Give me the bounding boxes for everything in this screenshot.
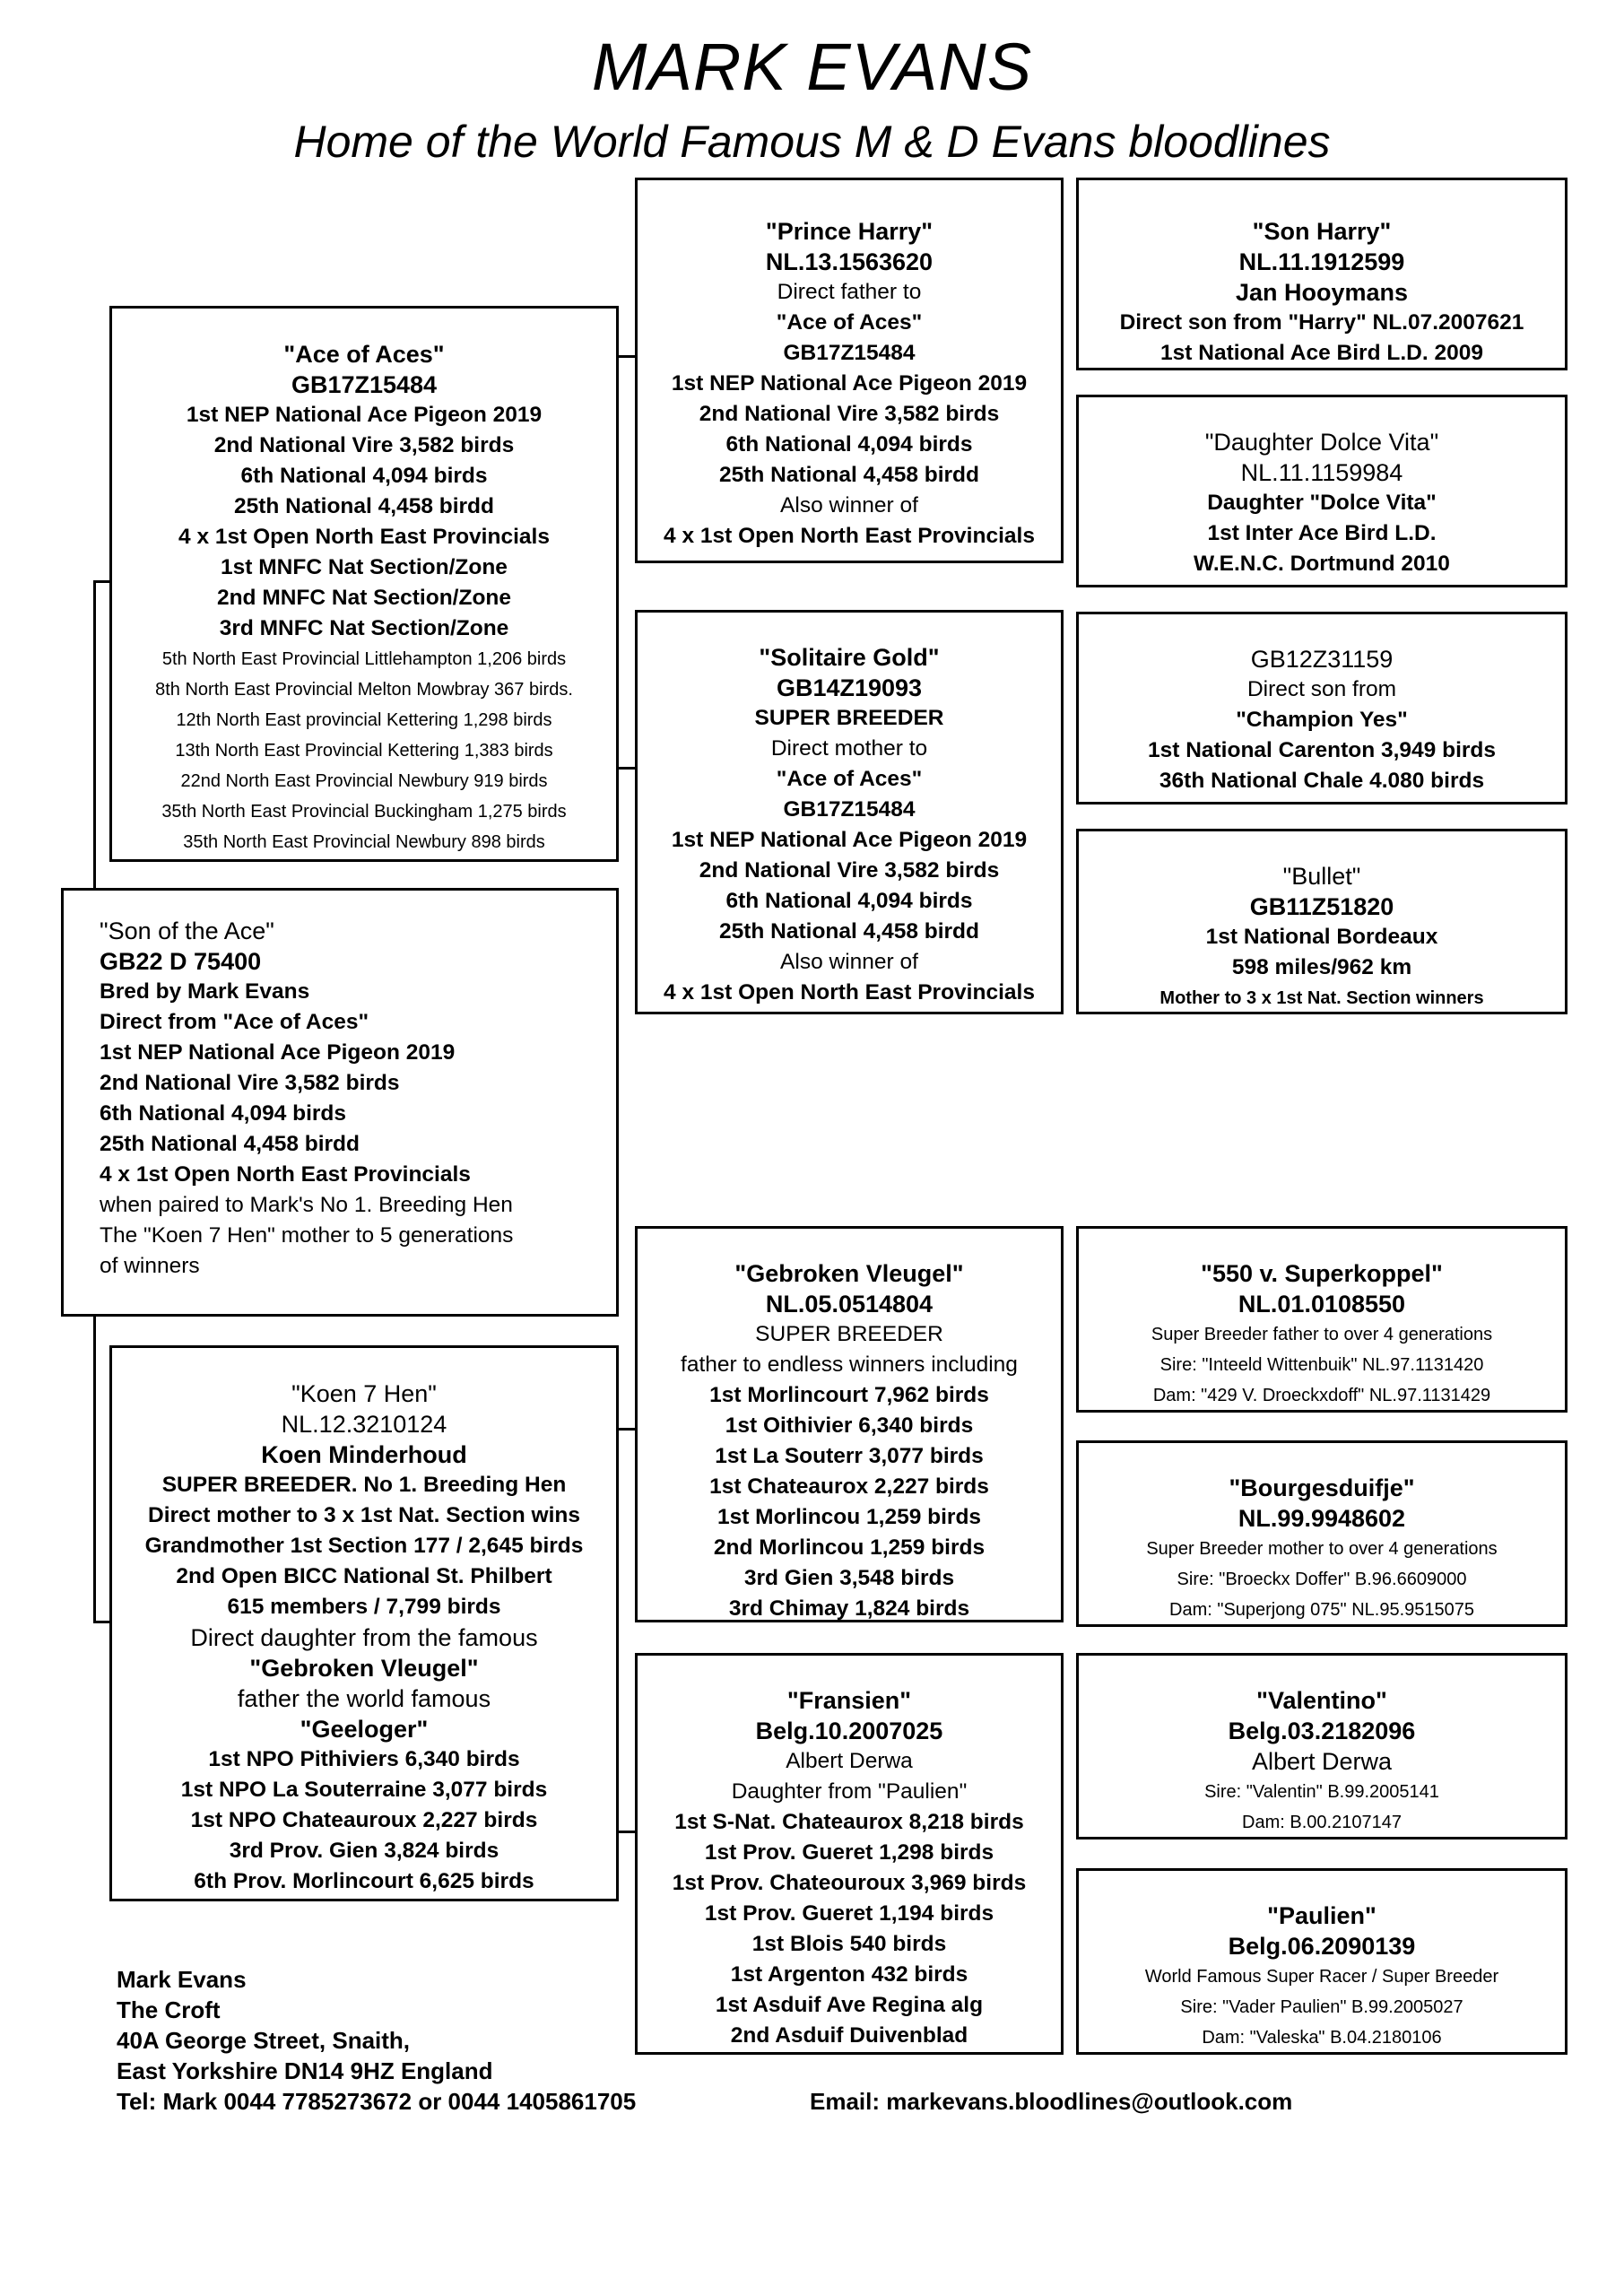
note-line: father the world famous xyxy=(237,1685,491,1712)
pigeon-name: "Bullet" xyxy=(1282,863,1361,890)
pigeon-name: "Paulien" xyxy=(1267,1902,1376,1929)
result-line: 1st National Ace Bird L.D. 2009 xyxy=(1160,341,1483,365)
pedigree-box-ace-of-aces xyxy=(109,306,619,862)
result-line: 6th Prov. Morlincourt 6,625 birds xyxy=(194,1869,534,1893)
result-line: 35th North East Provincial Newbury 898 birds xyxy=(183,832,545,852)
ring-number: NL.99.9948602 xyxy=(1238,1505,1406,1532)
result-line: 1st NPO Pithiviers 6,340 birds xyxy=(208,1747,520,1771)
result-line: 25th National 4,458 birdd xyxy=(234,494,494,518)
pedigree-box-daughter-dolce-vita xyxy=(1076,395,1568,587)
result-line: Grandmother 1st Section 177 / 2,645 birds xyxy=(144,1534,584,1558)
result-line: 25th National 4,458 birdd xyxy=(719,919,979,944)
result-line: 1st Oithivier 6,340 birds xyxy=(725,1413,974,1438)
connector-line xyxy=(616,355,637,358)
note-line: Direct mother to xyxy=(770,736,928,761)
result-line: Dam: "Valeska" B.04.2180106 xyxy=(1202,2028,1442,2048)
result-line: 5th North East Provincial Littlehampton 1,206 birds xyxy=(161,649,567,669)
ring-number: NL.11.1159984 xyxy=(1240,459,1403,486)
result-line: Direct son from "Harry" NL.07.2007621 xyxy=(1119,310,1524,335)
connector-line xyxy=(93,1621,111,1623)
result-line: Direct from "Ace of Aces" xyxy=(100,1010,369,1034)
pedigree-box-solitaire-gold xyxy=(635,610,1064,1014)
note-line: Also winner of xyxy=(780,950,918,974)
result-line: W.E.N.C. Dortmund 2010 xyxy=(1194,552,1450,576)
result-line: 2nd National Vire 3,582 birds xyxy=(699,858,1000,883)
result-line: 2nd Open BICC National St. Philbert xyxy=(176,1564,552,1588)
pigeon-name: "Bourgesduifje" xyxy=(1229,1474,1415,1501)
result-line: 1st NPO Chateauroux 2,227 birds xyxy=(190,1808,538,1832)
breeder-name: Koen Minderhoud xyxy=(261,1441,467,1468)
result-line: 1st NPO La Souterraine 3,077 birds xyxy=(180,1778,548,1802)
result-line: Direct mother to 3 x 1st Nat. Section wins xyxy=(148,1503,580,1527)
pedigree-box-paulien xyxy=(1076,1868,1568,2055)
result-line: 615 members / 7,799 birds xyxy=(227,1595,501,1619)
address-line: East Yorkshire DN14 9HZ England xyxy=(117,2057,493,2084)
result-line: 35th North East Provincial Buckingham 1,275 birds xyxy=(161,802,567,822)
pedigree-box-gebroken-vleugel xyxy=(635,1226,1064,1622)
note-line: The "Koen 7 Hen" mother to 5 generations xyxy=(100,1223,514,1248)
result-line: 1st National Bordeaux xyxy=(1205,925,1438,949)
pigeon-name: "Geeloger" xyxy=(300,1716,429,1743)
connector-line xyxy=(616,1831,637,1833)
breeder-name: Albert Derwa xyxy=(1251,1748,1393,1775)
pedigree-box-son-harry xyxy=(1076,178,1568,370)
pedigree-box-bourgesduifje xyxy=(1076,1440,1568,1627)
pigeon-name: "Daughter Dolce Vita" xyxy=(1204,429,1439,456)
contact-address xyxy=(117,1964,636,2117)
pigeon-name: GB12Z31159 xyxy=(1250,646,1394,673)
pedigree-box-fransien xyxy=(635,1653,1064,2055)
address-line: The Croft xyxy=(117,1996,221,2023)
result-line: Mother to 3 x 1st Nat. Section winners xyxy=(1159,988,1484,1008)
result-line: 4 x 1st Open North East Provincials xyxy=(664,980,1035,1004)
pedigree-box-koen-7-hen xyxy=(109,1345,619,1901)
pigeon-name: "Ace of Aces" xyxy=(283,341,445,368)
result-line: 2nd National Vire 3,582 birds xyxy=(100,1071,400,1095)
email-address: Email: markevans.bloodlines@outlook.com xyxy=(810,2088,1293,2115)
result-line: Dam: "429 V. Droeckxdoff" NL.97.1131429 xyxy=(1152,1386,1491,1405)
result-line: 3rd Chimay 1,824 birds xyxy=(728,1596,970,1621)
result-line: 1st Prov. Gueret 1,298 birds xyxy=(704,1840,994,1865)
role-line: SUPER BREEDER xyxy=(754,706,944,730)
ring-number: Belg.06.2090139 xyxy=(1228,1933,1416,1960)
result-line: 1st NEP National Ace Pigeon 2019 xyxy=(671,828,1028,852)
note-line: Direct father to xyxy=(777,280,922,304)
pigeon-name: "Ace of Aces" xyxy=(776,767,923,791)
result-line: 25th National 4,458 birdd xyxy=(719,463,979,487)
result-line: 3rd Prov. Gien 3,824 birds xyxy=(229,1839,499,1863)
result-line: Super Breeder father to over 4 generations xyxy=(1151,1325,1493,1344)
result-line: 1st Chateaurox 2,227 birds xyxy=(709,1474,989,1499)
result-line: Sire: "Broeckx Doffer" B.96.6609000 xyxy=(1177,1570,1467,1589)
result-line: 1st S-Nat. Chateaurox 8,218 birds xyxy=(674,1810,1024,1834)
note-line: Also winner of xyxy=(780,493,918,517)
result-line: 3rd MNFC Nat Section/Zone xyxy=(219,616,509,640)
result-line: 1st NEP National Ace Pigeon 2019 xyxy=(671,371,1028,396)
note-line: Daughter from "Paulien" xyxy=(731,1779,968,1804)
result-line: 4 x 1st Open North East Provincials xyxy=(100,1162,471,1187)
breeder-name: Albert Derwa xyxy=(786,1749,913,1773)
result-line: 25th National 4,458 birdd xyxy=(100,1132,360,1156)
result-line: 598 miles/962 km xyxy=(1231,955,1412,979)
pedigree-box-550-v-superkoppel xyxy=(1076,1226,1568,1413)
page-subtitle: Home of the World Famous M & D Evans bloodlines xyxy=(293,117,1331,167)
pigeon-name: "Solitaire Gold" xyxy=(759,644,940,671)
result-line: Bred by Mark Evans xyxy=(100,979,310,1004)
result-line: 8th North East Provincial Melton Mowbray 367 birds. xyxy=(155,680,573,700)
ring-number: GB17Z15484 xyxy=(783,797,916,822)
result-line: Dam: "Superjong 075" NL.95.9515075 xyxy=(1169,1600,1474,1620)
result-line: 6th National 4,094 birds xyxy=(725,432,973,457)
result-line: 2nd Asduif Duivenblad xyxy=(730,2023,968,2048)
note-line: when paired to Mark's No 1. Breeding Hen xyxy=(100,1193,513,1217)
result-line: 1st Prov. Chateouroux 3,969 birds xyxy=(672,1871,1027,1895)
result-line: 12th North East provincial Kettering 1,298 birds xyxy=(176,710,552,730)
result-line: 1st MNFC Nat Section/Zone xyxy=(221,555,508,579)
pigeon-name: "Gebroken Vleugel" xyxy=(734,1260,964,1287)
result-line: Daughter "Dolce Vita" xyxy=(1207,491,1437,515)
result-line: 22nd North East Provincial Newbury 919 birds xyxy=(180,771,548,791)
result-line: Sire: "Inteeld Wittenbuik" NL.97.1131420 xyxy=(1159,1355,1484,1375)
pedigree-box-gb12z31159 xyxy=(1076,612,1568,804)
ring-number: NL.12.3210124 xyxy=(281,1411,447,1438)
result-line: Dam: B.00.2107147 xyxy=(1242,1813,1402,1832)
ring-number: GB22 D 75400 xyxy=(100,948,262,975)
ring-number: GB17Z15484 xyxy=(291,371,438,398)
result-line: 6th National 4,094 birds xyxy=(100,1101,347,1126)
pedigree-box-prince-harry xyxy=(635,178,1064,563)
pigeon-name: "550 v. Superkoppel" xyxy=(1201,1260,1443,1287)
result-line: World Famous Super Racer / Super Breeder xyxy=(1144,1967,1499,1987)
page-title: MARK EVANS xyxy=(591,30,1033,104)
result-line: 1st Prov. Gueret 1,194 birds xyxy=(704,1901,994,1926)
note-line: Direct daughter from the famous xyxy=(190,1624,538,1651)
ring-number: GB14Z19093 xyxy=(776,674,923,701)
result-line: 1st Argenton 432 birds xyxy=(730,1962,968,1987)
pigeon-name: "Ace of Aces" xyxy=(776,310,923,335)
connector-line xyxy=(616,767,637,770)
note-line: father to endless winners including xyxy=(681,1352,1018,1377)
result-line: 2nd National Vire 3,582 birds xyxy=(699,402,1000,426)
result-line: Sire: "Valentin" B.99.2005141 xyxy=(1204,1782,1439,1802)
result-line: 4 x 1st Open North East Provincials xyxy=(178,525,550,549)
pigeon-name: "Koen 7 Hen" xyxy=(291,1380,437,1407)
ring-number: NL.13.1563620 xyxy=(765,248,934,275)
breeder-name: Jan Hooymans xyxy=(1235,279,1409,306)
result-line: 1st Asduif Ave Regina alg xyxy=(715,1993,984,2017)
result-line: 13th North East Provincial Kettering 1,383 birds xyxy=(175,741,553,761)
result-line: 2nd National Vire 3,582 birds xyxy=(213,433,515,457)
note-line: of winners xyxy=(100,1254,200,1278)
result-line: 1st NEP National Ace Pigeon 2019 xyxy=(186,403,543,427)
result-line: Super Breeder mother to over 4 generations xyxy=(1146,1539,1498,1559)
ring-number: GB11Z51820 xyxy=(1249,893,1394,920)
result-line: 1st Morlincou 1,259 birds xyxy=(716,1505,982,1529)
result-line: 1st La Souterr 3,077 birds xyxy=(715,1444,984,1468)
result-line: "Champion Yes" xyxy=(1236,708,1408,732)
result-line: 1st Inter Ace Bird L.D. xyxy=(1207,521,1437,545)
ring-number: NL.05.0514804 xyxy=(765,1291,934,1318)
connector-line xyxy=(93,580,111,583)
ring-number: Belg.03.2182096 xyxy=(1228,1718,1416,1744)
address-line: Mark Evans xyxy=(117,1966,247,1993)
pigeon-name: "Valentino" xyxy=(1256,1687,1387,1714)
result-line: 4 x 1st Open North East Provincials xyxy=(664,524,1035,548)
address-line: 40A George Street, Snaith, xyxy=(117,2027,411,2054)
result-line: 36th National Chale 4.080 birds xyxy=(1159,769,1485,793)
ring-number: Belg.10.2007025 xyxy=(755,1718,943,1744)
result-line: Sire: "Vader Paulien" B.99.2005027 xyxy=(1180,1997,1463,2017)
result-line: 3rd Gien 3,548 birds xyxy=(743,1566,955,1590)
result-line: 1st National Carenton 3,949 birds xyxy=(1147,738,1497,762)
result-line: SUPER BREEDER. No 1. Breeding Hen xyxy=(161,1473,567,1497)
pigeon-name: "Gebroken Vleugel" xyxy=(249,1655,479,1682)
pedigree-box-valentino xyxy=(1076,1653,1568,1839)
result-line: 6th National 4,094 birds xyxy=(240,464,488,488)
ring-number: GB17Z15484 xyxy=(783,341,916,365)
ring-number: NL.11.1912599 xyxy=(1238,248,1405,275)
result-line: 1st Morlincourt 7,962 birds xyxy=(709,1383,989,1407)
pigeon-name: "Son of the Ace" xyxy=(100,918,274,944)
ring-number: NL.01.0108550 xyxy=(1238,1291,1406,1318)
pigeon-name: "Fransien" xyxy=(786,1687,912,1714)
result-line: 2nd Morlincou 1,259 birds xyxy=(713,1535,986,1560)
telephone: Tel: Mark 0044 7785273672 or 0044 1405861705 xyxy=(117,2088,637,2115)
pigeon-name: "Prince Harry" xyxy=(765,218,934,245)
result-line: 1st NEP National Ace Pigeon 2019 xyxy=(100,1040,456,1065)
pigeon-name: "Son Harry" xyxy=(1252,218,1392,245)
note-line: SUPER BREEDER xyxy=(755,1322,943,1346)
connector-line xyxy=(616,1428,637,1431)
result-line: 1st Blois 540 birds xyxy=(751,1932,947,1956)
result-line: 6th National 4,094 birds xyxy=(725,889,973,913)
result-line: 2nd MNFC Nat Section/Zone xyxy=(216,586,512,610)
pedigree-box-bullet xyxy=(1076,829,1568,1014)
pedigree-box-son-of-the-ace xyxy=(61,888,619,1317)
note-line: Direct son from xyxy=(1246,677,1397,701)
